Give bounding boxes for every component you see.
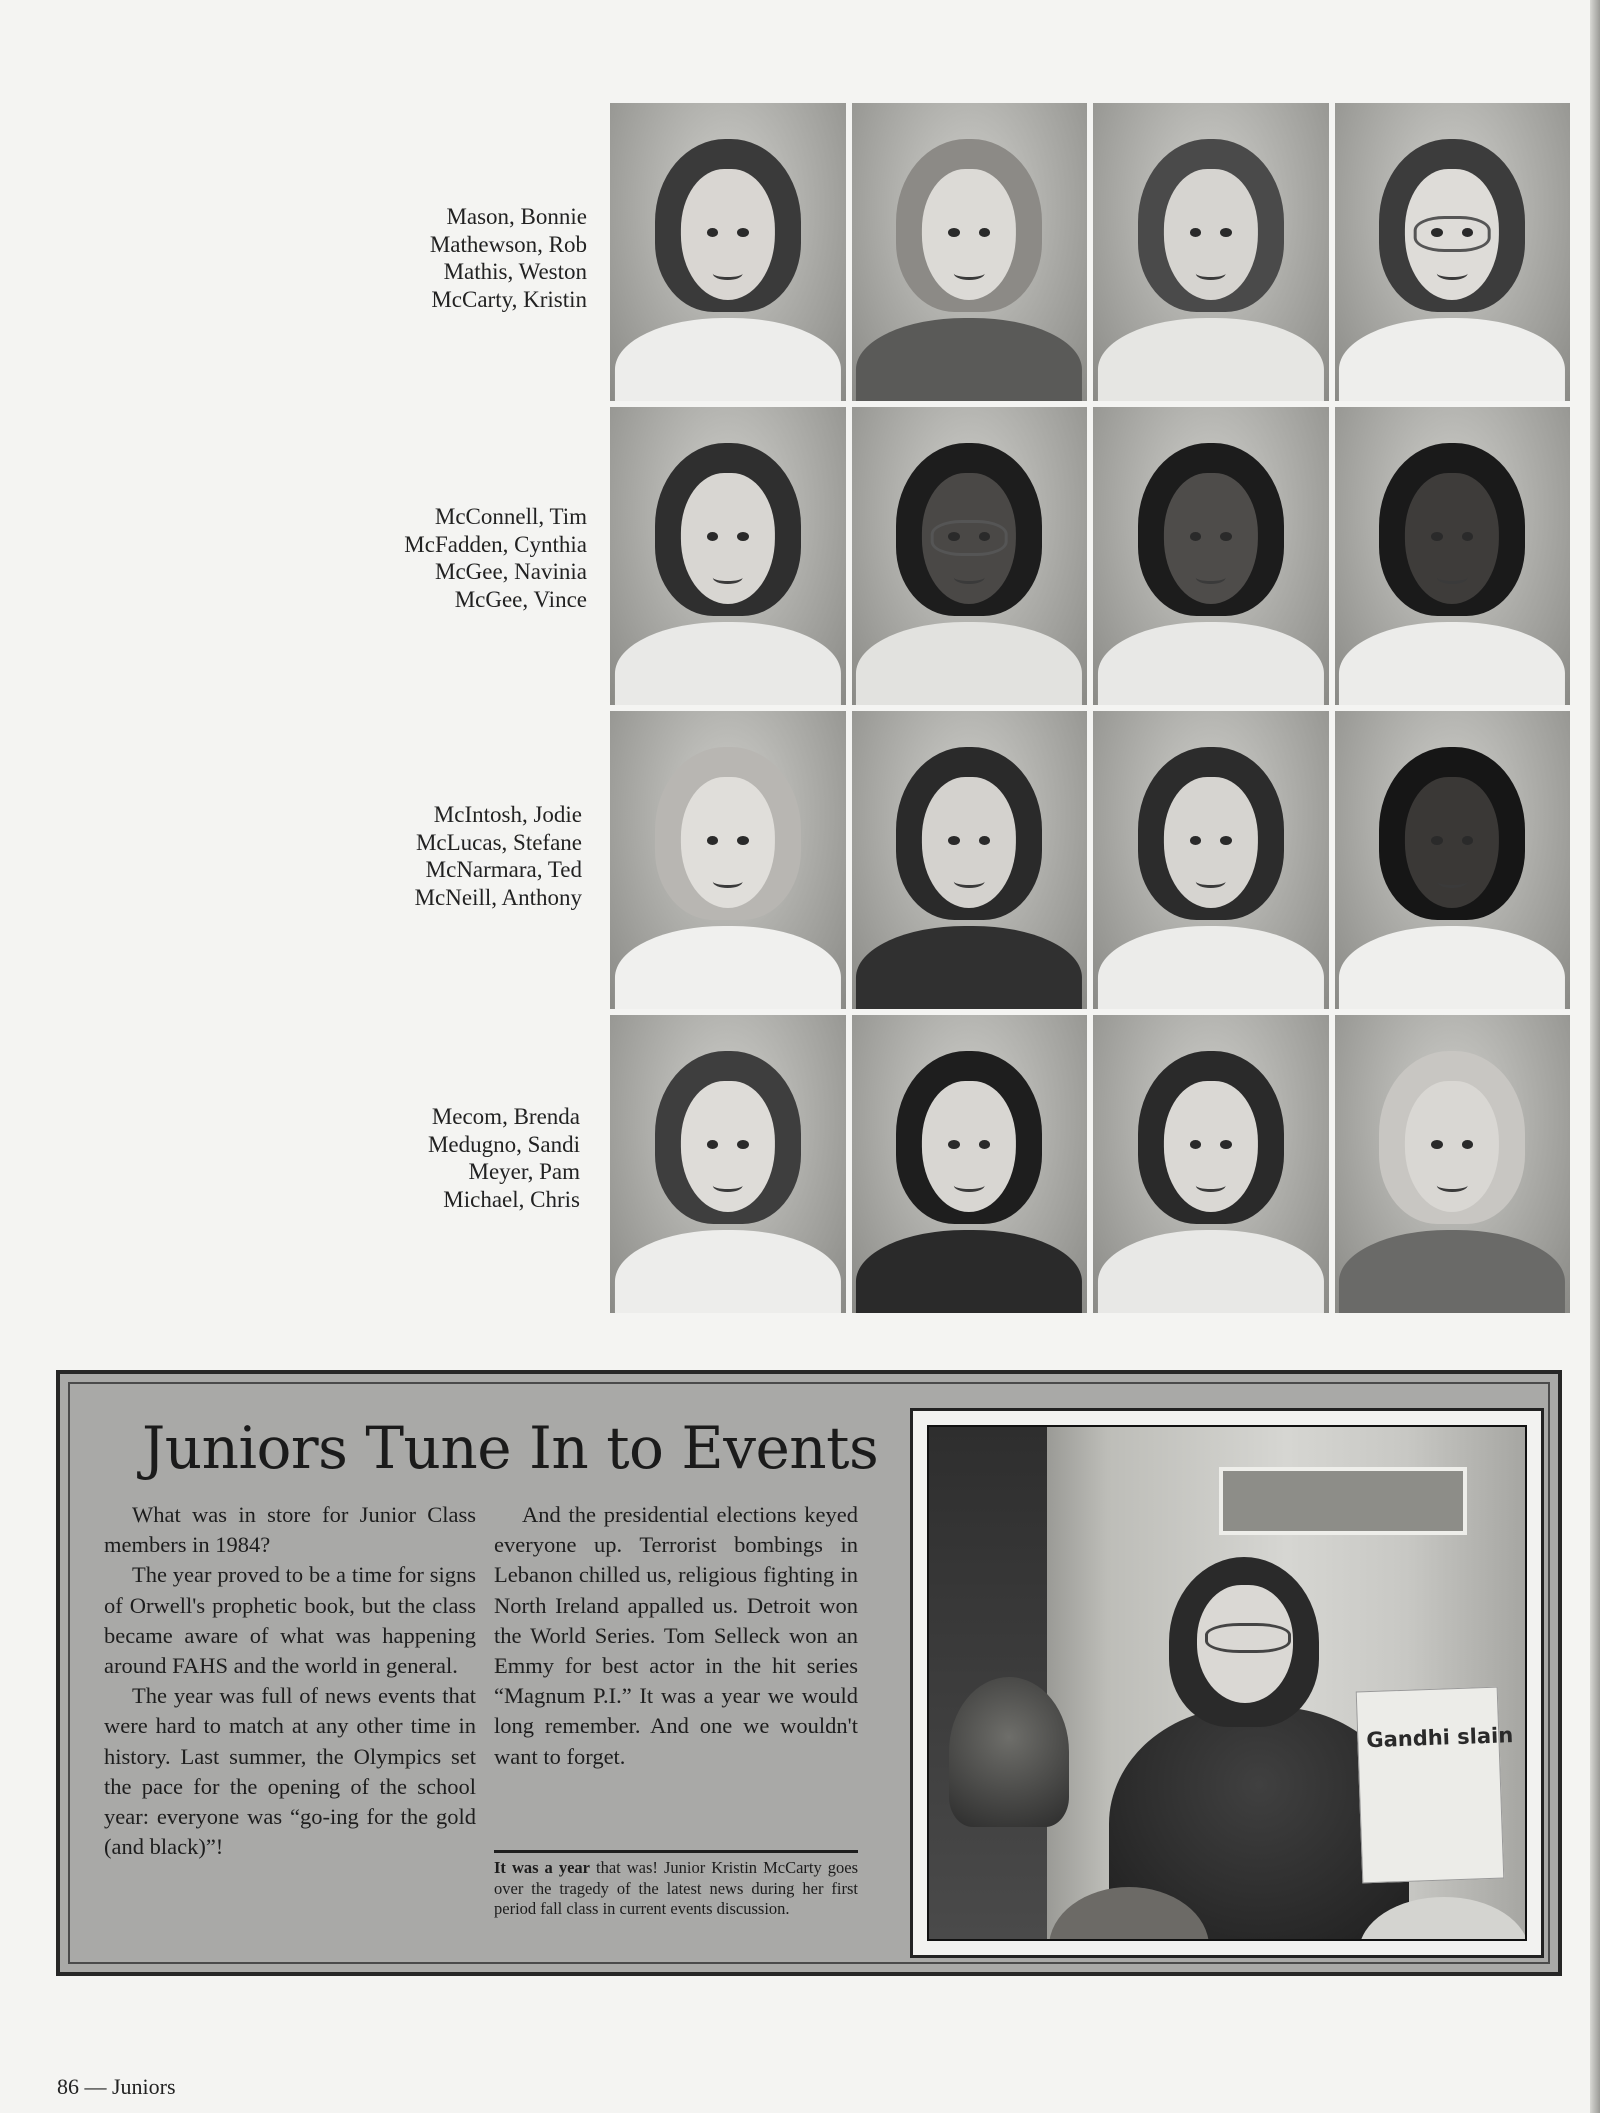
student-portrait (610, 407, 846, 705)
student-portrait (610, 103, 846, 401)
portrait-glasses (931, 520, 1008, 556)
glasses (1205, 1623, 1291, 1653)
student-name: McLucas, Stefane (415, 829, 582, 855)
feature-box (56, 1370, 1562, 1976)
portrait-shoulders (615, 318, 841, 401)
portrait-eye (737, 1140, 749, 1149)
story-paragraph: And the presidential elections keyed everyone up. Terrorist bombings in Lebanon chilled us, religious fighting in North Ireland appalled us. Detroit won the World Series. Tom Selleck won an Emmy for best actor in the hit series “Magnum P.I.” It was a year we would long remember. And one we wouldn't want to forget. (494, 1502, 858, 1769)
caption-text: that was! Junior Kristin McCarty goes over the tragedy of the latest news during her first period fall class in current events discussion. (494, 1858, 858, 1918)
student-name: Medugno, Sandi (427, 1131, 580, 1157)
portrait-face (1405, 1081, 1499, 1212)
portrait-shoulders (1098, 622, 1324, 705)
portrait-eye (948, 836, 960, 845)
portrait-shoulders (1339, 622, 1565, 705)
story-paragraph: The year was full of news events that were hard to match at any other time in history. Last summer, the Olympics set the pace for the opening of the school year: everyone was “go-ing for the gold (and black)”! (104, 1683, 476, 1860)
student-portrait (1335, 103, 1571, 401)
portrait-face (681, 1081, 775, 1212)
portrait-eye (948, 1140, 960, 1149)
portrait-face (681, 169, 775, 300)
story-paragraph: What was in store for Junior Class members in 1984? (104, 1502, 476, 1558)
portrait-eye (1220, 228, 1232, 237)
student-name: McFadden, Cynthia (404, 531, 587, 557)
portrait-shoulders (615, 622, 841, 705)
student-name: McNarmara, Ted (425, 857, 582, 882)
caption-rule (494, 1850, 858, 1853)
story-paragraph: The year proved to be a time for signs of Orwell's prophetic book, but the class became aware of what was happening around FAHS and the world in general. (104, 1562, 476, 1679)
photo-caption (494, 1858, 858, 1920)
student-portrait (1335, 407, 1571, 705)
student-name: McGee, Vince (454, 586, 587, 612)
student-portrait (1093, 1015, 1329, 1313)
portrait-eye (1220, 1140, 1232, 1149)
student-name: Mason, Bonnie (446, 204, 587, 229)
portrait-face (681, 473, 775, 604)
student-portrait (610, 711, 846, 1009)
portrait-shoulders (856, 926, 1082, 1009)
portrait-shoulders (856, 622, 1082, 705)
portrait-face (681, 777, 775, 908)
feature-inner-border (68, 1382, 1550, 1964)
portrait-grid (610, 103, 1570, 1313)
story-column-1 (104, 1500, 476, 1862)
portrait-shoulders (615, 926, 841, 1009)
portrait-eye (1431, 1140, 1443, 1149)
student-name: McNeill, Anthony (414, 884, 582, 910)
student-portrait (1335, 1015, 1571, 1313)
student-portrait (852, 103, 1088, 401)
newspaper (1356, 1687, 1514, 1884)
student-portrait (610, 1015, 846, 1313)
classroom-photo (927, 1425, 1527, 1941)
portrait-face (1164, 169, 1258, 300)
student-name: McCarty, Kristin (431, 286, 587, 312)
story-column-2 (494, 1500, 858, 1772)
name-list-row-1 (257, 203, 587, 313)
portrait-face (922, 169, 1016, 300)
portrait-eye (1220, 836, 1232, 845)
portrait-shoulders (1098, 318, 1324, 401)
portrait-shoulders (615, 1230, 841, 1313)
portrait-face (1164, 777, 1258, 908)
portrait-glasses (1414, 216, 1491, 252)
student-portrait (852, 1015, 1088, 1313)
caption-lead: It was a year (494, 1858, 590, 1877)
portrait-shoulders (856, 318, 1082, 401)
portrait-shoulders (1339, 926, 1565, 1009)
portrait-eye (948, 228, 960, 237)
portrait-eye (1431, 836, 1443, 845)
student-name: Mathis, Weston (443, 259, 587, 284)
portrait-shoulders (1098, 1230, 1324, 1313)
student-portrait (1335, 711, 1571, 1009)
portrait-eye (1431, 532, 1443, 541)
student-name: Meyer, Pam (468, 1159, 580, 1184)
portrait-eye (737, 532, 749, 541)
portrait-shoulders (1339, 1230, 1565, 1313)
portrait-shoulders (1339, 318, 1565, 401)
student-portrait (1093, 711, 1329, 1009)
student-name: McIntosh, Jodie (433, 802, 582, 827)
student-name: Mecom, Brenda (431, 1104, 580, 1129)
feature-headline: Juniors Tune In to Events (142, 1414, 879, 1482)
student-portrait (852, 711, 1088, 1009)
name-list-row-4 (250, 1103, 580, 1213)
portrait-eye (737, 836, 749, 845)
student-portrait (852, 407, 1088, 705)
portrait-shoulders (856, 1230, 1082, 1313)
portrait-face (1405, 473, 1499, 604)
student-portrait (1093, 407, 1329, 705)
student-name: Michael, Chris (443, 1186, 580, 1212)
feature-photo-frame (910, 1408, 1544, 1958)
portrait-face (922, 777, 1016, 908)
portrait-eye (1220, 532, 1232, 541)
page-folio: 86 — Juniors (57, 2074, 176, 2099)
portrait-shoulders (1098, 926, 1324, 1009)
student-portrait (1093, 103, 1329, 401)
page-edge (1590, 0, 1600, 2113)
portrait-face (1405, 777, 1499, 908)
newspaper-headline: Gandhi slain (1365, 1723, 1514, 1753)
potted-plant (949, 1677, 1069, 1827)
name-list-row-2 (257, 503, 587, 613)
student-name: McConnell, Tim (434, 504, 587, 529)
student-name: McGee, Navinia (435, 559, 587, 584)
name-list-row-3 (252, 801, 582, 911)
portrait-face (1164, 473, 1258, 604)
bulletin-board (1219, 1467, 1467, 1535)
portrait-face (922, 1081, 1016, 1212)
portrait-face (1164, 1081, 1258, 1212)
student-name: Mathewson, Rob (429, 231, 587, 257)
portrait-eye (737, 228, 749, 237)
